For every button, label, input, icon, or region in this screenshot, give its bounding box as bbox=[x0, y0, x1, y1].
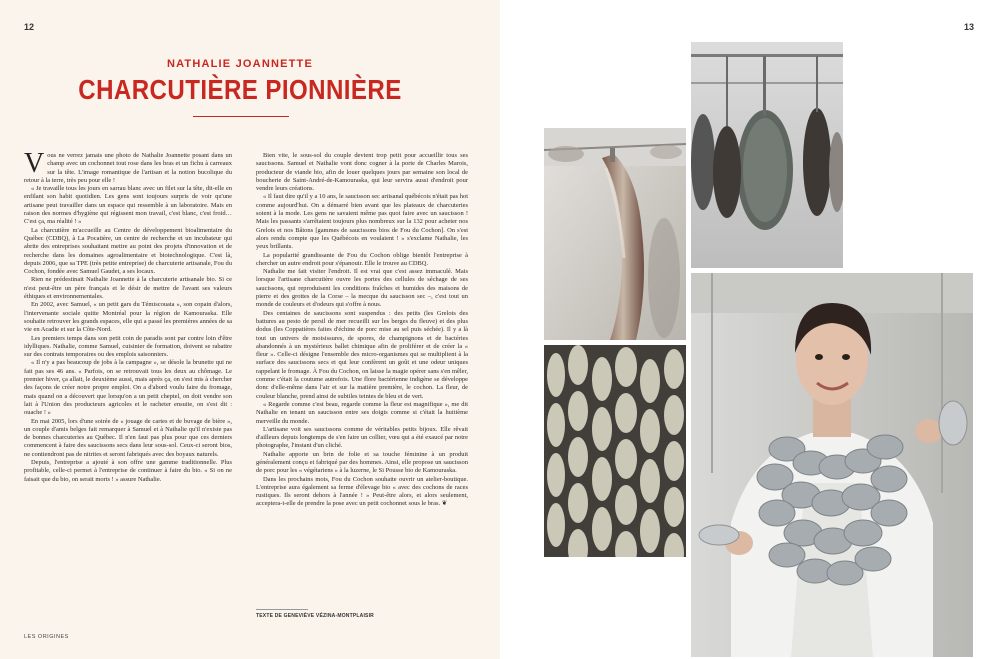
paragraph: Les premiers temps dans son petit coin de paradis sont par contre loin d'être idylliques. Nathalie, comme Samuel, cuisinier de formation, doivent se rabattre sur des contrats temporaires ou des emplois saisonniers. bbox=[24, 334, 232, 359]
paragraph: Des centaines de saucissons sont suspendus : des petits (les Grelots des battures au pesto de persil de mer recueilli sur les berges du fleuve) et des plus dodus (les Coppatières faites d'échine de porc mise au sel puis séchée). Il y a là tout un univers de moisissures, de spores, de champignons et de bactéries abandonnés à un mystérieux ballet chimique afin de proliférer et de créer la « fleur ». Celle-ci désigne l'ensemble des micro-organismes qui se multiplient à la surface des saucissons secs et qui leur confèrent un goût et une odeur uniques rappelant le fromage. À Fou du Cochon, on laisse la magie opérer sans s'en mêler, comme c'était la coutume autrefois. Une flore bactérienne indigène se développe donc d'elle-même dans l'air et sur la matière première, le cochon. La fleur, de couleur blanche, prend ainsi de subtiles teintes de bleu et de vert. bbox=[256, 309, 468, 400]
paragraph: « Regarde comme c'est beau, regarde comme la fleur est magnifique », me dit Nathalie en tenant un saucisson entre ses doigts comme si c'était la huitième merveille du monde. bbox=[256, 400, 468, 425]
paragraph: Nathalie me fait visiter l'endroit. Il est vrai que c'est assez immaculé. Mais lorsque l'artisane charcutière ouvre les portes des cellules de séchage de ses saucissons, qui reproduisent les conditions fraîches et humides des maisons de pierre et des grottes de la Corse – la mecque du saucisson sec –, c'est tout un monde de couleurs et d'odeurs qui s'offre à nous. bbox=[256, 268, 468, 309]
article-author: NATHALIE JOANNETTE bbox=[166, 58, 314, 70]
paragraph: En mai 2005, lors d'une soirée de « jouage de cartes et de buvage de bière », un couple d'amis belges fait remarquer à Samuel et à Nathalie qu'il n'existe pas de bonnes charcuteries au Québec. Il n'en faut pas plus pour que ces derniers commencent à faire des saucissons secs dans leur sous-sol. Ceux-ci seront bios, ne contiendront pas de nitrites et seront fabriqués avec des boyaux naturels. bbox=[24, 417, 232, 458]
paragraph: La popularité grandissante de Fou du Cochon oblige bientôt l'entreprise à chercher un autre endroit pour s'épanouir. Elle le trouve au CDBQ. bbox=[256, 251, 468, 267]
paragraph: Nathalie apporte un brin de folie et sa touche féminine à un produit généralement conçu et fabriqué par des hommes. Ainsi, elle propose un saucisson de porc pour les « végétariens » à la luzerne, le Si Pousse bio de Kamouraska. bbox=[256, 450, 468, 475]
paragraph: « Je travaille tous les jours en sarrau blanc avec un filet sur la tête, dit-elle en enfilant son habit quotidien. Les gens sont toujours surpris de voir qu'une artisane peut travailler dans un espace qui ressemble à un laboratoire. Mais en raison des normes d'hygiène qui régissent mon travail, c'est blanc, c'est froid… C'est ça, ma réalité ! » bbox=[24, 185, 232, 226]
paragraph: Rien ne prédestinait Nathalie Joannette à la charcuterie artisanale bio. Si ce n'est peut-être un père français et le désir de mettre de l'avant ses valeurs éthiques et environnementales. bbox=[24, 276, 232, 301]
paragraph: Bien vite, le sous-sol du couple devient trop petit pour accueillir tous ses saucissons. Samuel et Nathalie vont donc cogner à la porte de Charles Marois, producteur de viande bio, afin de louer quelques jours par semaine son local de boucherie de Saint-André-de-Kamouraska, qui leur servira aussi d'endroit pour vendre leurs créations. bbox=[256, 152, 468, 193]
title-divider bbox=[193, 116, 289, 117]
paragraph: Dans les prochains mois, Fou du Cochon souhaite ouvrir un atelier-boutique. L'entreprise aura également sa ferme d'élevage bio « avec des cochons de races rustiques. Ils seront dehors à l'année ! » Peut-être alors, et alors seulement, acceptera-t-elle de prendre la pose avec un petit cochonnet sous le bras. ❦ bbox=[256, 475, 468, 508]
paragraph: « Il faut dire qu'il y a 10 ans, le saucisson sec artisanal québécois n'était pas hot comme aujourd'hui. On a démarré bien avant que les plateaux de charcuteries soient à la mode. Les gens ne savaient même pas quoi faire avec un saucisson ! Mais les passants s'arrêtaient toujours plus nombreux sur la 132 pour acheter nos Grelots et nos Bâtons [gammes de saucissons bios de Fou du Cochon]. On s'est alors rendu compte que les Québécois en voulaient ! » s'exclame Nathalie, les yeux brillants. bbox=[256, 193, 468, 251]
paragraph: Vous ne verrez jamais une photo de Nathalie Joannette posant dans un champ avec un cochonnet tout rose dans les bras et un fichu à carreaux sur la tête. L'image romantique de l'artisan et la notion bucolique du retour à la terre, très peu pour elle ! bbox=[24, 148, 232, 184]
paragraph: « Il n'y a pas beaucoup de jobs à la campagne », se désole la brunette qui ne fait pas ses 46 ans. « Parfois, on se retrouvait tous les deux au chômage. Le premier hiver, ça allait, le deuxième aussi, mais après ça, on s'est mis à chercher des façons de créer notre propre emploi. On a d'abord voulu faire du fromage, mais quand on a découvert que lorsqu'on a un petit cheptel, on doit vendre son lait à l'Union des producteurs agricoles et le racheter ensuite, on s'est dit : ouache ! » bbox=[24, 359, 232, 417]
article-title: CHARCUTIÈRE PIONNIÈRE bbox=[78, 74, 402, 105]
paragraph: En 2002, avec Samuel, « un petit gars du Témiscouata », son copain d'alors, l'intervenante sociale quitte Montréal pour la région de Kamouraska. Elle souhaite retrouver les grands espaces, elle qui a passé les premières années de sa vie en Acadie et sur la Côte-Nord. bbox=[24, 301, 232, 334]
article-column-1 bbox=[24, 148, 232, 484]
paragraph: L'artisane voit ses saucissons comme de véritables petits bijoux. Elle rêvait d'ailleurs depuis longtemps de s'en faire un collier, vœu qui a été exaucé par notre photographe, l'instant d'un cliché. bbox=[256, 425, 468, 450]
photo-dried-sausages bbox=[691, 42, 843, 268]
credit-divider bbox=[256, 609, 308, 610]
photo-portrait-nathalie bbox=[691, 273, 973, 657]
paragraph: Depuis, l'entreprise a ajouté à son offre une gamme traditionnelle. Plus profitable, celle-ci permet à l'entreprise de continuer à faire du bio. « Si on ne faisait que du bio, on serait morts ! » assure Nathalie. bbox=[24, 458, 232, 483]
paragraph: La charcutière m'accueille au Centre de développement bioalimentaire du Québec (CDBQ), à La Pocatière, un centre de recherche et un incubateur qui abrite des entreprises souhaitant mettre au point des projets d'innovation et de recherche dans les domaines agroalimentaire et biotechnologique. C'est là, depuis 2006, que sa TPE (très petite entreprise) de charcuterie artisanale, Fou du Cochon, fondée avec Samuel Gaudet, a ses locaux. bbox=[24, 226, 232, 276]
right-page bbox=[500, 0, 1000, 659]
article-column-2 bbox=[256, 152, 468, 509]
magazine-name: LES ORIGINES bbox=[24, 634, 69, 640]
photo-sausage-rows bbox=[544, 345, 686, 557]
drop-cap: V bbox=[24, 148, 45, 179]
page-number-left: 12 bbox=[24, 22, 35, 32]
page-number-right: 13 bbox=[963, 22, 974, 32]
article-credit: TEXTE DE GENEVIÈVE VÉZINA-MONTPLAISIR bbox=[256, 613, 374, 619]
photo-hanging-sausage bbox=[544, 128, 686, 340]
